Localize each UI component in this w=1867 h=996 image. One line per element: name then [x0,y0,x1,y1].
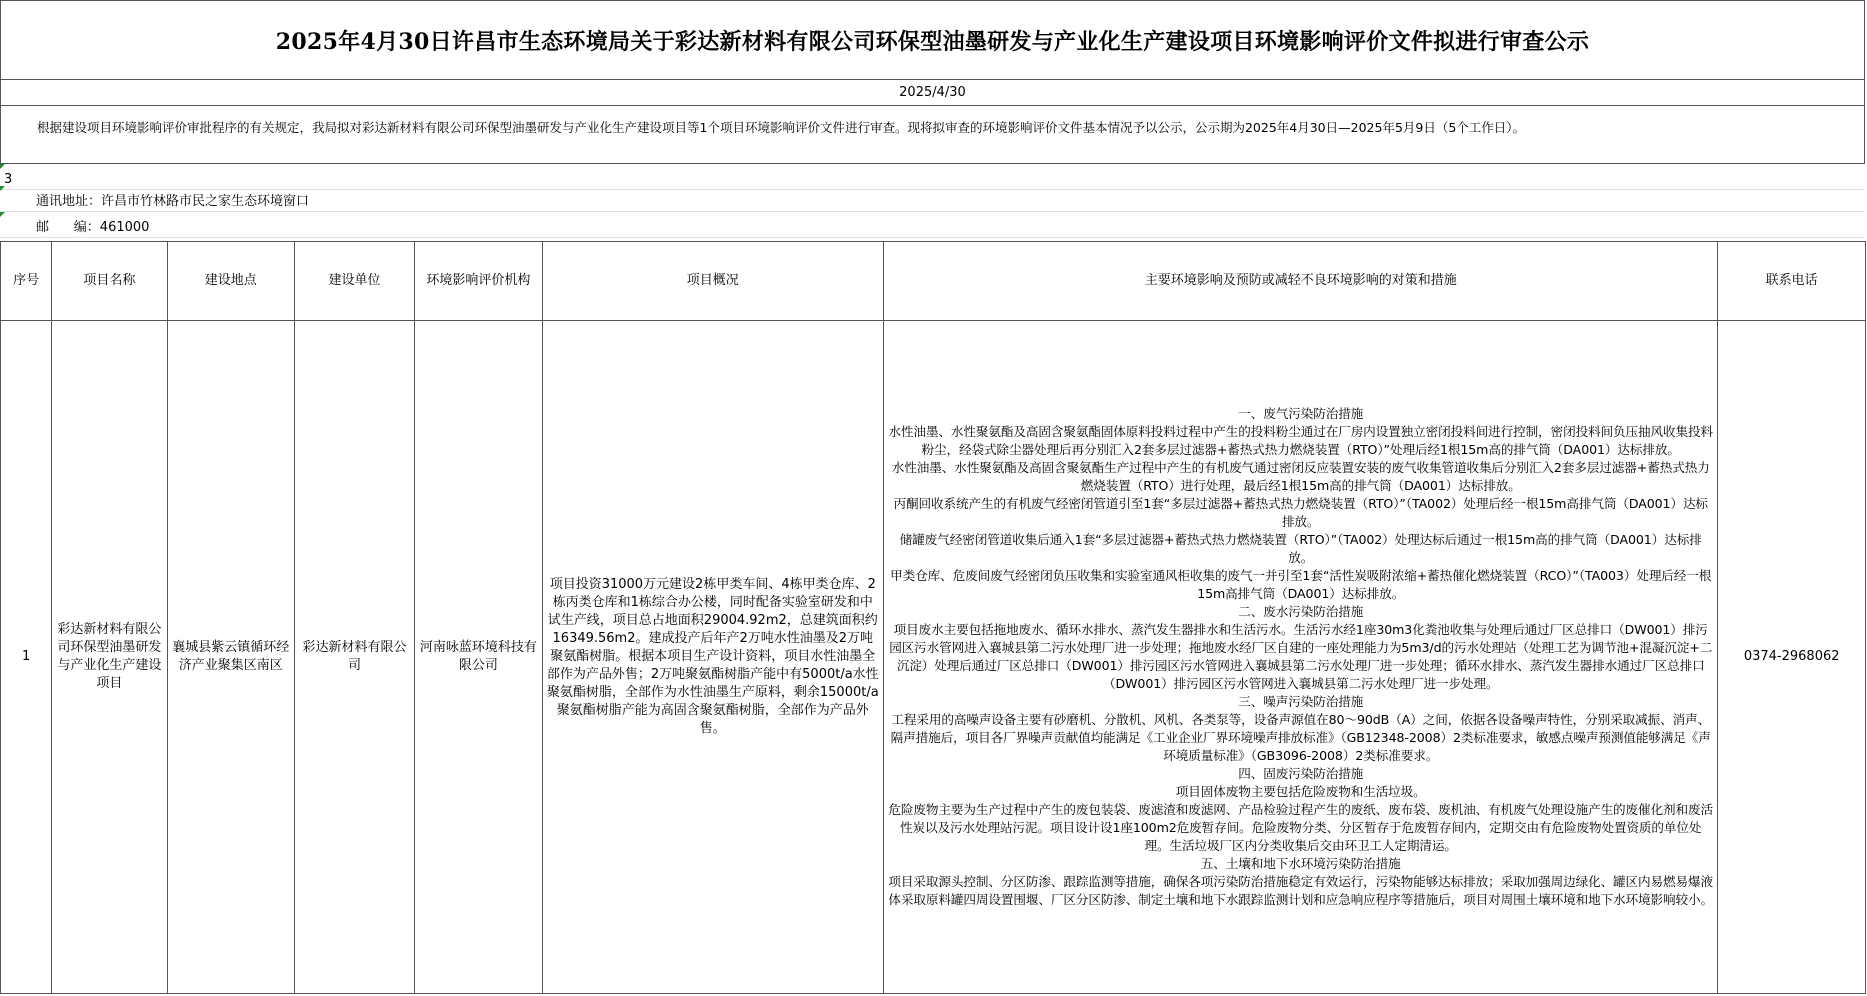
measure-line: 水性油墨、水性聚氨酯及高固含聚氨酯生产过程中产生的有机废气通过密闭反应装置安装的废气收集管道收集后分别汇入2套多层过滤器+蓄热式热力燃烧装置（RTO）进行处理，最后经1根15m高的排气筒（DA001）达标排放。 [891,460,1710,493]
header-overview: 项目概况 [542,242,884,321]
header-eia-agency: 环境影响评价机构 [415,242,542,321]
measure-line: 二、废水污染防治措施 [1238,604,1364,619]
measure-line: 丙酮回收系统产生的有机废气经密闭管道引至1套“多层过滤器+蓄热式热力燃烧装置（RTO）”（TA002）处理后经一根15m高排气筒（DA001）达标排放。 [893,496,1708,529]
number-line: 3 [0,170,1865,190]
measure-line: 四、固废污染防治措施 [1238,766,1364,781]
page-title: 2025年4月30日许昌市生态环境局关于彩达新材料有限公司环保型油墨研发与产业化生产建设项目环境影响评价文件拟进行审查公示 [0,0,1865,80]
cell-builder: 彩达新材料有限公司 [294,321,414,994]
header-measures: 主要环境影响及预防或减轻不良环境影响的对策和措施 [884,242,1718,321]
measure-line: 项目采取源头控制、分区防渗、跟踪监测等措施，确保各项污染防治措施稳定有效运行，污染物能够达标排放；采取加强周边绿化、罐区内易燃易爆液体采取原料罐四周设置围堰、厂区分区防渗、制定土壤和地下水跟踪监测计划和应急响应程序等措施后，项目对周围土壤环境和地下水环境影响较小。 [888,874,1714,907]
cell-measures [884,321,1718,994]
cell-index: 1 [1,321,52,994]
measure-line: 项目废水主要包括拖地废水、循环水排水、蒸汽发生器排水和生活污水。生活污水经1座30m3化粪池收集与处理后通过厂区总排口（DW001）排污园区污水管网进入襄城县第二污水处理厂进一步处理；拖地废水经厂区自建的一座处理能力为5m3/d的污水处理站（处理工艺为调节池+混凝沉淀+二沉淀）处理后通过厂区总排口（DW001）排污园区污水管网进入襄城县第二污水处理厂进一步处理；循环水排水、蒸汽发生器排水通过厂区总排口（DW001）排污园区污水管网进入襄城县第二污水处理厂进一步处理。 [889,622,1713,691]
cell-marker-icon [0,212,5,217]
header-phone: 联系电话 [1718,242,1866,321]
cell-eia-agency: 河南咏蓝环境科技有限公司 [415,321,542,994]
measure-line: 甲类仓库、危废间废气经密闭负压收集和实验室通风柜收集的废气一并引至1套“活性炭吸附浓缩+蓄热催化燃烧装置（RCO）”（TA003）处理后经一根15m高排气筒（DA001）达标排放。 [890,568,1712,601]
cell-overview: 项目投资31000万元建设2栋甲类车间、4栋甲类仓库、2栋丙类仓库和1栋综合办公楼，同时配备实验室研发和中试生产线，项目总占地面积29004.92m2，总建筑面积约16349.56m2。建成投产后年产2万吨水性油墨及2万吨聚氨酯树脂。根据本项目生产设计资料，项目水性油墨全部作为产品外售；2万吨聚氨酯树脂产能中有5000t/a水性聚氨酯树脂，全部作为水性油墨生产原料，剩余15000t/a聚氨酯树脂产能为高固含聚氨酯树脂，全部作为产品外售。 [542,321,884,994]
header-location: 建设地点 [167,242,294,321]
measure-line: 五、土壤和地下水环境污染防治措施 [1200,856,1401,871]
table-row [1,321,1866,994]
measure-line: 储罐废气经密闭管道收集后通入1套“多层过滤器+蓄热式热力燃烧装置（RTO）”（TA002）处理达标后通过一根15m高的排气筒（DA001）达标排放。 [899,532,1702,565]
measure-line: 一、废气污染防治措施 [1238,406,1364,421]
project-table [0,241,1866,994]
measure-line: 三、噪声污染防治措施 [1238,694,1364,709]
measure-line: 水性油墨、水性聚氨酯及高固含聚氨酯固体原料投料过程中产生的投料粉尘通过在厂房内设置独立密闭投料间进行控制，密闭投料间负压抽风收集投料粉尘，经袋式除尘器处理后再分别汇入2套多层过滤器+蓄热式热力燃烧装置（RTO）”处理后经1根15m高的排气筒（DA001）达标排放。 [888,424,1714,457]
measure-line: 项目固体废物主要包括危险废物和生活垃圾。 [1175,784,1426,799]
intro-paragraph [0,106,1865,164]
cell-location: 襄城县紫云镇循环经济产业聚集区南区 [167,321,294,994]
cell-phone: 0374-2968062 [1718,321,1866,994]
measure-line: 危险废物主要为生产过程中产生的废包装袋、废滤渣和废滤网、产品检验过程产生的废纸、废布袋、废机油、有机废气处理设施产生的废催化剂和废活性炭以及污水处理站污泥。项目设计设1座100m2危废暂存间。危险废物分类、分区暂存于危废暂存间内，定期交由有危险废物处置资质的单位处理。生活垃圾厂区内分类收集后交由环卫工人定期清运。 [888,802,1714,853]
header-project-name: 项目名称 [52,242,167,321]
intro-text: 根据建设项目环境影响评价审批程序的有关规定，我局拟对彩达新材料有限公司环保型油墨研发与产业化生产建设项目等1个项目环境影响评价文件进行审查。现将拟审查的环境影响评价文件基本情况予以公示，公示期为2025年4月30日—2025年5月9日（5个工作日）。 [37,120,1526,135]
publish-date: 2025/4/30 [0,80,1865,106]
cell-marker-icon [0,164,5,169]
cell-marker-icon [0,186,5,191]
contact-address: 通讯地址：许昌市竹林路市民之家生态环境窗口 [0,192,1865,212]
header-index: 序号 [1,242,52,321]
header-builder: 建设单位 [294,242,414,321]
postcode: 邮 编：461000 [0,218,1865,238]
cell-project-name: 彩达新材料有限公司环保型油墨研发与产业化生产建设项目 [52,321,167,994]
measure-line: 工程采用的高噪声设备主要有砂磨机、分散机、风机、各类泵等，设备声源值在80～90dB（A）之间，依据各设备噪声特性，分别采取减振、消声、隔声措施后，项目各厂界噪声贡献值均能满足《工业企业厂界环境噪声排放标准》（GB12348-2008）2类标准要求，敏感点噪声预测值能够满足《声环境质量标准》（GB3096-2008）2类标准要求。 [890,712,1711,763]
table-header-row [1,242,1866,321]
